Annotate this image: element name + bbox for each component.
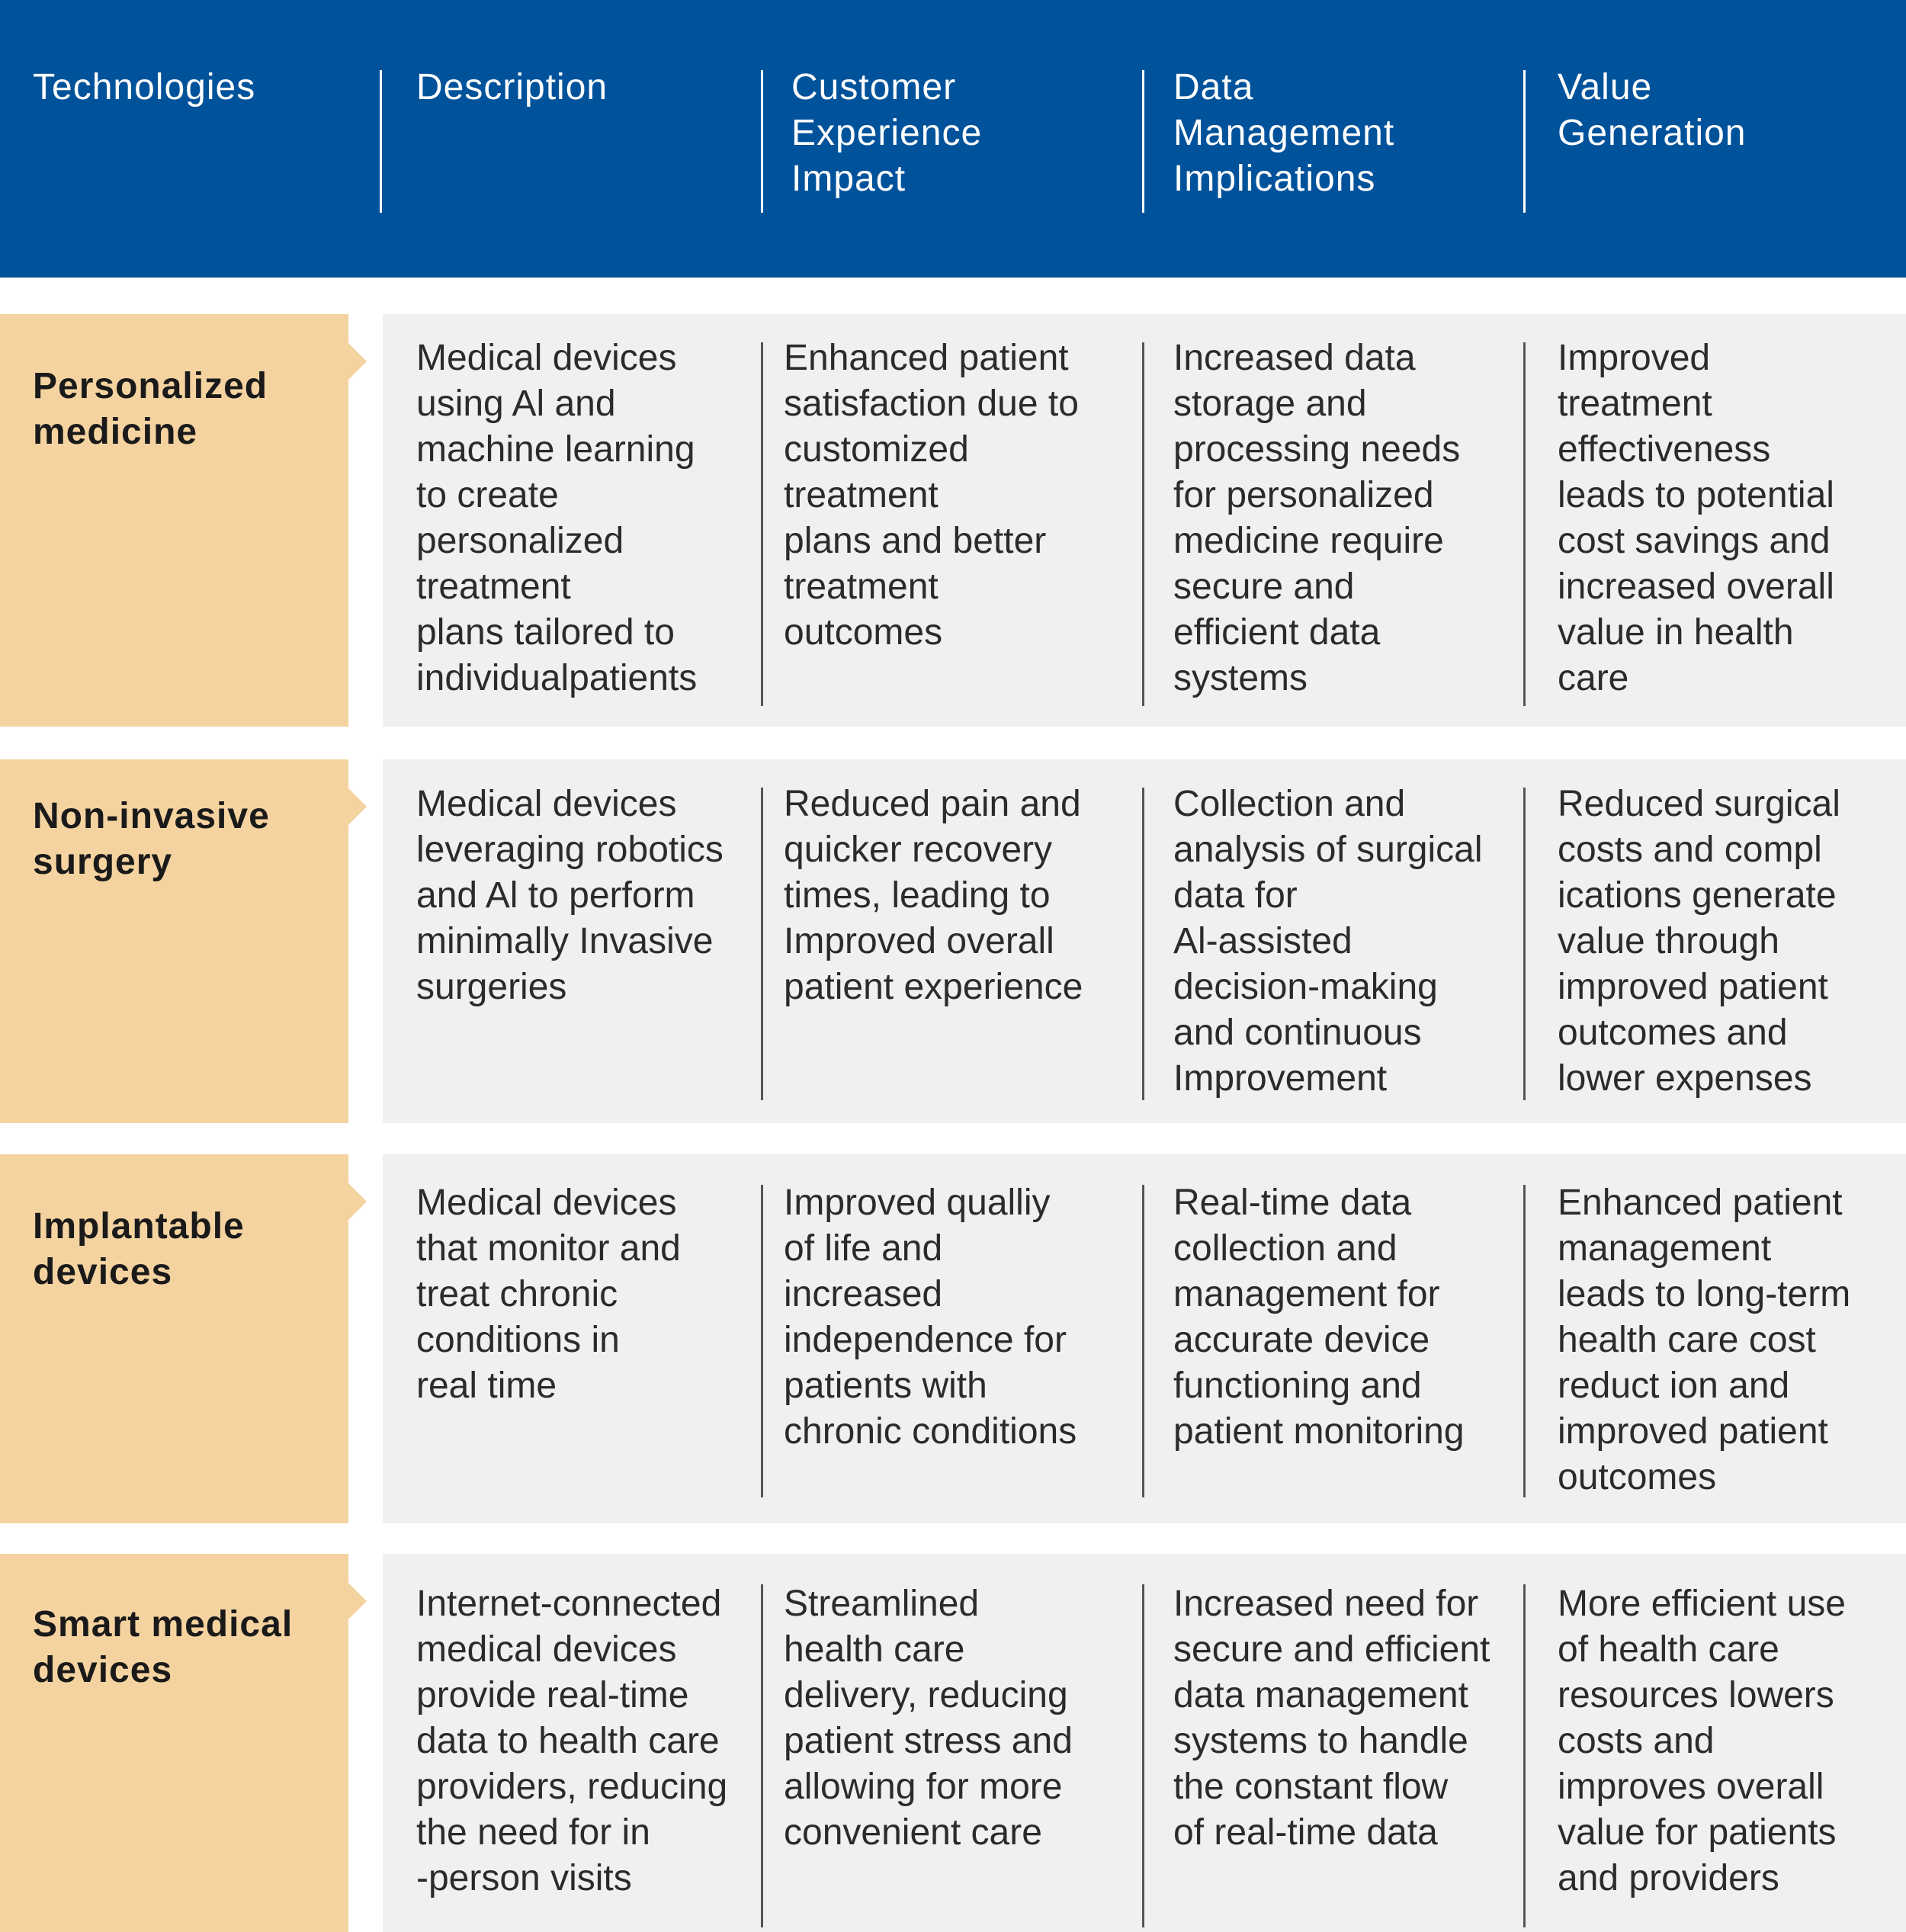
header-description: Description bbox=[416, 67, 608, 108]
header-divider bbox=[1523, 70, 1526, 213]
table-header bbox=[0, 0, 1906, 278]
value-generation-cell: Enhanced patient management leads to long-term health care cost reduct ion and improved patient outcomes bbox=[1558, 1183, 1851, 1497]
column-divider bbox=[1142, 1185, 1144, 1497]
column-divider bbox=[761, 1185, 763, 1497]
technology-name: Non-invasive surgery bbox=[33, 796, 270, 882]
column-divider bbox=[1523, 342, 1526, 706]
customer-experience-cell: Enhanced patient satisfaction due to customized treatment plans and better treatment outcomes bbox=[784, 338, 1079, 653]
column-divider bbox=[1142, 342, 1144, 706]
customer-experience-cell: Improved qualliy of life and increased independence for patients with chronic conditions bbox=[784, 1183, 1077, 1452]
row-label bbox=[0, 314, 348, 727]
data-management-cell: Real-time data collection and management for accurate device functioning and patient monitoring bbox=[1173, 1183, 1465, 1452]
value-generation-cell: Improved treatment effectiveness leads to potential cost savings and increased overall value in health care bbox=[1558, 338, 1834, 698]
table-row bbox=[0, 759, 1906, 1123]
description-cell: Medical devices leveraging robotics and Al to perform minimally Invasive surgeries bbox=[416, 784, 724, 1007]
column-divider bbox=[1142, 1584, 1144, 1927]
header-data-management-implications: Data Management Implications bbox=[1173, 67, 1395, 199]
header-value-generation: Value Generation bbox=[1558, 67, 1747, 153]
column-divider bbox=[761, 342, 763, 706]
header-technologies: Technologies bbox=[33, 67, 256, 108]
header-divider bbox=[761, 70, 763, 213]
data-management-cell: Increased data storage and processing needs for personalized medicine require secure and efficient data systems bbox=[1173, 338, 1461, 698]
column-divider bbox=[761, 1584, 763, 1927]
technology-name: Personalized medicine bbox=[33, 366, 268, 452]
table-row bbox=[0, 1154, 1906, 1523]
column-divider bbox=[1523, 1584, 1526, 1927]
table-row bbox=[0, 1554, 1906, 1932]
data-management-cell: Collection and analysis of surgical data for Al-assisted decision-making and continuous Improvement bbox=[1173, 784, 1483, 1099]
header-divider bbox=[1142, 70, 1144, 213]
column-divider bbox=[1523, 788, 1526, 1100]
row-label bbox=[0, 1154, 348, 1523]
technology-name: Smart medical devices bbox=[33, 1604, 294, 1690]
column-divider bbox=[761, 788, 763, 1100]
description-cell: Medical devices using Al and machine learning to create personalized treatment plans tailored to individualpatients bbox=[416, 338, 698, 698]
customer-experience-cell: Reduced pain and quicker recovery times, leading to Improved overall patient experience bbox=[784, 784, 1083, 1007]
data-management-cell: Increased need for secure and efficient data management systems to handle the constant flow of real-time data bbox=[1173, 1584, 1490, 1853]
row-label bbox=[0, 1554, 348, 1932]
technology-name: Implantable devices bbox=[33, 1206, 245, 1292]
customer-experience-cell: Streamlined health care delivery, reducing patient stress and allowing for more convenient care bbox=[784, 1584, 1073, 1853]
description-cell: Medical devices that monitor and treat chronic conditions in real time bbox=[416, 1183, 681, 1406]
column-divider bbox=[1523, 1185, 1526, 1497]
row-label bbox=[0, 759, 348, 1123]
header-customer-experience-impact: Customer Experience Impact bbox=[791, 67, 983, 199]
value-generation-cell: Reduced surgical costs and compl ications generate value through improved patient outcomes and lower expenses bbox=[1558, 784, 1840, 1099]
table-row bbox=[0, 314, 1906, 727]
description-cell: Internet-connected medical devices provide real-time data to health care providers, reducing the need for in -person visits bbox=[416, 1584, 728, 1898]
column-divider bbox=[1142, 788, 1144, 1100]
header-divider bbox=[380, 70, 382, 213]
value-generation-cell: More efficient use of health care resources lowers costs and improves overall value for patients and providers bbox=[1558, 1584, 1846, 1898]
